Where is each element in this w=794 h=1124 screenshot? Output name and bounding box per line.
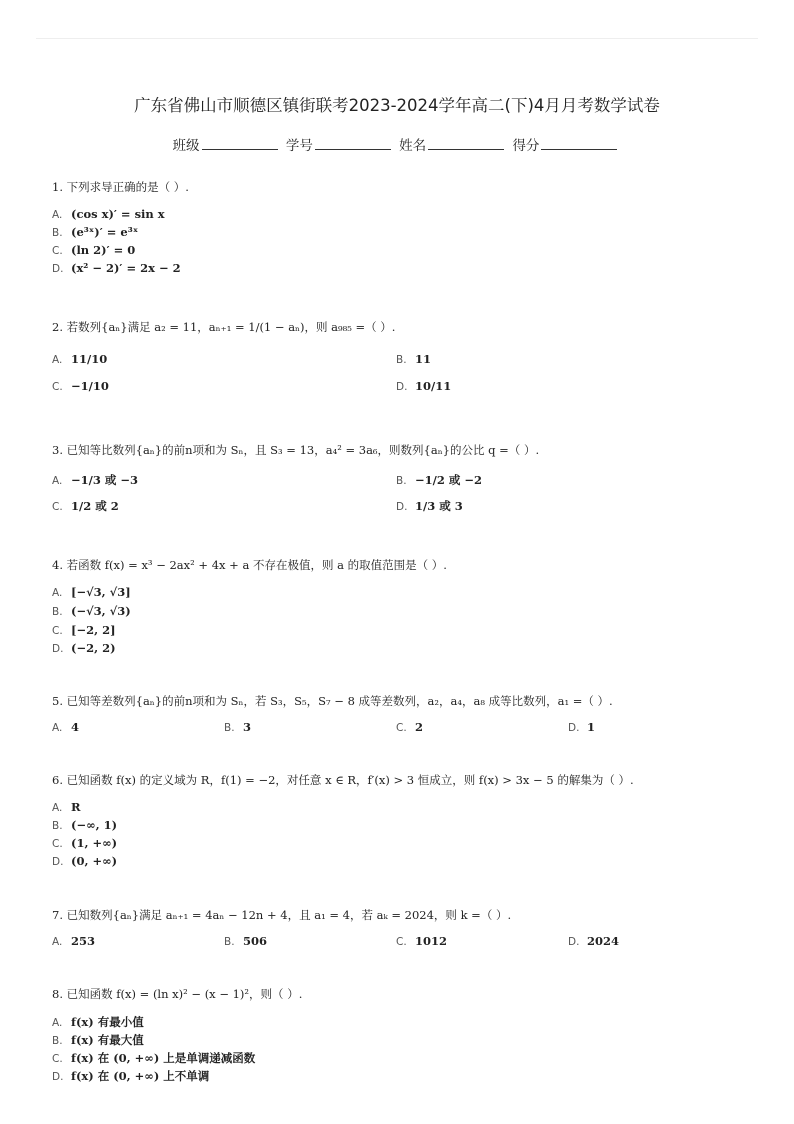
question-stem: 5. 已知等差数列{aₙ}的前n项和为 Sₙ，若 S₃，S₅，S₇ − 8 成等差数列，a₂，a₄，a₈ 成等比数列，a₁ =（ ）. xyxy=(52,694,613,708)
option-a[interactable]: A. f(x) 有最小值 xyxy=(52,1015,144,1029)
option-d[interactable]: D. 1 xyxy=(568,720,596,734)
option-d[interactable]: D. (x² − 2)′ = 2x − 2 xyxy=(52,261,181,275)
option-b[interactable]: B. −1/2 或 −2 xyxy=(396,473,482,487)
score-blank[interactable] xyxy=(541,136,617,150)
option-d[interactable]: D. 2024 xyxy=(568,934,620,948)
score-label: 得分 xyxy=(512,138,540,154)
question-5 xyxy=(52,692,752,734)
question-stem: 7. 已知数列{aₙ}满足 aₙ₊₁ = 4aₙ − 12n + 4，且 a₁ = 4，若 aₖ = 2024，则 k =（ ）. xyxy=(52,908,512,922)
option-c[interactable]: C. −1/10 xyxy=(52,379,109,393)
question-2 xyxy=(52,318,752,393)
exam-title: 广东省佛山市顺德区镇街联考2023-2024学年高二(下)4月月考数学试卷 xyxy=(134,96,660,115)
option-b[interactable]: B. (e³ˣ)′ = e³ˣ xyxy=(52,225,139,239)
class-label: 班级 xyxy=(172,138,200,154)
question-1 xyxy=(52,178,752,275)
option-c[interactable]: C. 1012 xyxy=(396,934,448,948)
option-b[interactable]: B. 506 xyxy=(224,934,268,948)
question-stem: 6. 已知函数 f(x) 的定义域为 R，f(1) = −2，对任意 x ∈ R，f′(x) > 3 恒成立，则 f(x) > 3x − 5 的解集为（ ）. xyxy=(52,773,634,787)
option-b[interactable]: B. (−∞, 1) xyxy=(52,818,118,832)
question-6 xyxy=(52,771,752,868)
question-stem: 2. 若数列{aₙ}满足 a₂ = 11，aₙ₊₁ = 1/(1 − aₙ)，则 a₉₈₅ =（ ）. xyxy=(52,320,396,334)
option-d[interactable]: D. 10/11 xyxy=(396,379,452,393)
student-info-line xyxy=(0,134,794,154)
option-c[interactable]: C. 1/2 或 2 xyxy=(52,499,119,513)
option-a[interactable]: A. −1/3 或 −3 xyxy=(52,473,138,487)
option-a[interactable]: A. 4 xyxy=(52,720,80,734)
option-a[interactable]: A. 11/10 xyxy=(52,352,108,366)
question-3 xyxy=(52,441,752,513)
option-c[interactable]: C. 2 xyxy=(396,720,424,734)
option-b[interactable]: B. f(x) 有最大值 xyxy=(52,1033,144,1047)
option-a[interactable]: A. (cos x)′ = sin x xyxy=(52,207,165,221)
question-stem: 1. 下列求导正确的是（ ）. xyxy=(52,180,189,194)
option-d[interactable]: D. (−2, 2) xyxy=(52,641,116,655)
option-c[interactable]: C. (ln 2)′ = 0 xyxy=(52,243,136,257)
option-c[interactable]: C. [−2, 2] xyxy=(52,623,116,637)
question-4 xyxy=(52,556,752,655)
question-stem: 4. 若函数 f(x) = x³ − 2ax² + 4x + a 不存在极值，则 a 的取值范围是（ ）. xyxy=(52,558,447,572)
option-d[interactable]: D. f(x) 在 (0, +∞) 上不单调 xyxy=(52,1069,210,1083)
question-stem: 8. 已知函数 f(x) = (ln x)² − (x − 1)²，则（ ）. xyxy=(52,987,303,1001)
name-blank[interactable] xyxy=(428,136,504,150)
option-b[interactable]: B. 3 xyxy=(224,720,252,734)
class-blank[interactable] xyxy=(202,136,278,150)
option-a[interactable]: A. 253 xyxy=(52,934,96,948)
option-d[interactable]: D. (0, +∞) xyxy=(52,854,118,868)
name-label: 姓名 xyxy=(399,138,427,154)
top-divider xyxy=(36,38,758,39)
question-stem: 3. 已知等比数列{aₙ}的前n项和为 Sₙ，且 S₃ = 13，a₄² = 3a₆，则数列{aₙ}的公比 q =（ ）. xyxy=(52,443,540,457)
student-number-label: 学号 xyxy=(285,138,313,154)
option-b[interactable]: B. 11 xyxy=(396,352,432,366)
option-a[interactable]: A. [−√3, √3] xyxy=(52,585,131,599)
question-7 xyxy=(52,906,752,948)
option-a[interactable]: A. R xyxy=(52,800,81,814)
student-number-blank[interactable] xyxy=(315,136,391,150)
option-d[interactable]: D. 1/3 或 3 xyxy=(396,499,463,513)
option-c[interactable]: C. f(x) 在 (0, +∞) 上是单调递减函数 xyxy=(52,1051,256,1065)
option-b[interactable]: B. (−√3, √3) xyxy=(52,604,131,618)
option-c[interactable]: C. (1, +∞) xyxy=(52,836,118,850)
question-8 xyxy=(52,985,752,1083)
